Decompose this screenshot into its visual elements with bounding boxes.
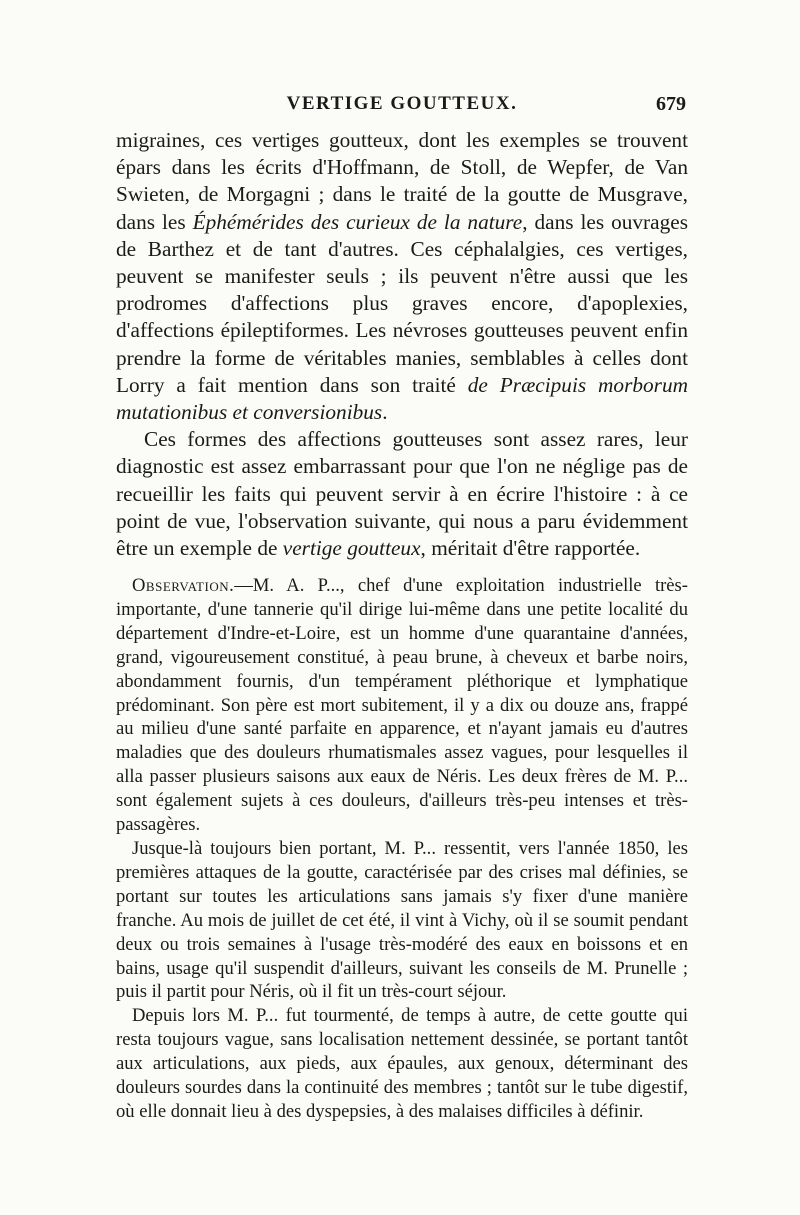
paragraph-1-text-a: migraines, ces vertiges goutteux, dont les exemples se trouvent épars dans les écrits d'Hoffmann, de Stoll, de Wepfer, de Van Swieten, de Morgagni ; dans le traité de la goutte de Musgrave, dans les xyxy=(116,128,688,234)
paragraph-1-title-ephemerides: Éphémérides des curieux de la nature xyxy=(192,209,523,234)
paragraph-2-text-a: Ces formes des affections goutteuses sont assez rares, leur diagnostic est assez embarrassant pour que l'on ne néglige pas de recueillir les faits qui peuvent servir à en écrire l'histoire : à ce point de vue, l'observation suivante, qui nous a paru évidemment être un exemple de xyxy=(116,427,688,561)
paragraph-1-title-praecipuis: de Præcipuis morborum mutationibus et conversionibus xyxy=(116,372,688,425)
page-header xyxy=(118,93,686,119)
paragraph-2-text-b: , méritait d'être rapportée. xyxy=(420,536,641,561)
observation-paragraph-3: Depuis lors M. P... fut tourmenté, de temps à autre, de cette goutte qui resta toujours vague, sans localisation nettement dessinée, se portant tantôt aux articulations, aux pieds, aux épaules, aux genoux, déterminant des douleurs sourdes dans la continuité des membres ; tantôt sur le tube digestif, où elle donnait lieu à des dyspepsies, à des malaises difficiles à définir. xyxy=(116,1005,688,1122)
paragraph-1-text-b: , dans les ouvrages de Barthez et de tant d'autres. Ces céphalalgies, ces vertiges, peuvent se manifester seuls ; ils peuvent n'être aussi que les prodromes d'affections plus graves encore, d'apoplexies, d'affections épileptiformes. Les névroses goutteuses peuvent enfin prendre la forme de véritables manies, semblables à celles dont Lorry a fait mention dans son traité xyxy=(116,209,688,397)
observation-paragraph-1 xyxy=(116,574,688,837)
observation-text-1: —M. A. P..., chef d'une exploitation industrielle très-importante, d'une tannerie qu'il dirige lui-même dans une petite localité du département d'Indre-et-Loire, est un homme d'une quarantaine d'années, grand, vigoureusement constitué, à peau brune, à cheveux et barbe noirs, abondamment fournis, d'un tempérament pléthorique et lymphatique prédominant. Son père est mort subitement, il y a dix ou douze ans, frappé au milieu d'une santé parfaite en apparence, et n'ayant jamais eu d'autres maladies que des douleurs rhumatismales assez vagues, pour lesquelles il alla passer plusieurs saisons aux eaux de Néris. Les deux frères de M. P... sont également sujets à ces douleurs, d'ailleurs très-peu intenses et très-passagères. xyxy=(116,575,688,836)
observation-paragraph-2: Jusque-là toujours bien portant, M. P... ressentit, vers l'année 1850, les premières attaques de la goutte, caractérisée par des crises mal définies, se portant sur toutes les articulations sans jamais s'y fixer d'une manière franche. Au mois de juillet de cet été, il vint à Vichy, où il se soumit pendant deux ou trois semaines à l'usage très-modéré des eaux en boissons et en bains, usage qu'il suspendit d'ailleurs, suivant les conseils de M. Prunelle ; puis il partit pour Néris, où il fit un très-court séjour. xyxy=(116,837,688,1003)
paragraph-1-text-c: . xyxy=(382,400,388,425)
observation-label: Observation. xyxy=(132,575,235,596)
running-title: VERTIGE GOUTTEUX. xyxy=(286,93,518,114)
page-number: 679 xyxy=(656,93,686,115)
paragraph-1 xyxy=(116,127,688,426)
paragraph-2 xyxy=(116,426,688,562)
paragraph-2-term-vertige: vertige goutteux xyxy=(282,536,421,561)
observation-section xyxy=(116,574,688,1124)
main-text xyxy=(116,127,688,562)
